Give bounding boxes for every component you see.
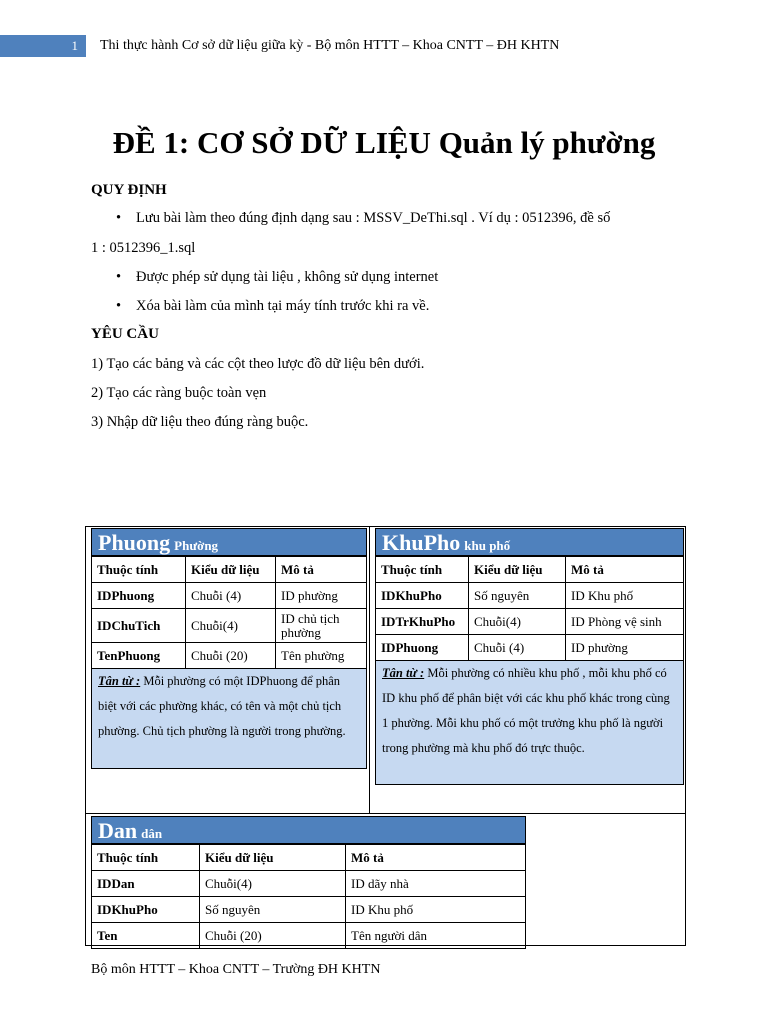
- table-row: [92, 897, 526, 923]
- attribute-description: ID chủ tịch phường: [276, 609, 367, 643]
- column-header: Mô tả: [276, 557, 367, 583]
- page-footer: Bộ môn HTTT – Khoa CNTT – Trường ĐH KHTN: [91, 962, 381, 977]
- attribute-name: IDKhuPho: [376, 583, 469, 609]
- attribute-type: Số nguyên: [469, 583, 566, 609]
- table-row: [92, 871, 526, 897]
- column-header: Kiểu dữ liệu: [469, 557, 566, 583]
- column-header: Thuộc tính: [92, 557, 186, 583]
- description-label: Tân từ :: [98, 674, 141, 688]
- attribute-description: Tên người dân: [346, 923, 526, 949]
- attribute-name: TenPhuong: [92, 643, 186, 669]
- page-title: ĐỀ 1: CƠ SỞ DỮ LIỆU Quản lý phường: [112, 125, 656, 160]
- attribute-type: Chuỗi(4): [469, 609, 566, 635]
- entity-dan-header: [91, 816, 526, 844]
- attribute-type: Chuỗi(4): [200, 871, 346, 897]
- attribute-type: Chuỗi (4): [186, 583, 276, 609]
- entity-khupho-description: [375, 661, 684, 785]
- attribute-type: Chuỗi(4): [186, 609, 276, 643]
- entity-dan-subtitle: dân: [141, 826, 163, 841]
- entity-khupho-header: [375, 528, 684, 556]
- schema-divider-vertical: [369, 526, 370, 813]
- attribute-description: ID dãy nhà: [346, 871, 526, 897]
- rule-bullet-1: • Lưu bài làm theo đúng định dạng sau : MSSV_DeThi.sql . Ví dụ : 0512396, đề số: [116, 210, 611, 226]
- entity-phuong-description: [91, 669, 367, 769]
- requirement-item-1: 1) Tạo các bảng và các cột theo lược đồ dữ liệu bên dưới.: [91, 356, 425, 372]
- attribute-type: Chuỗi (20): [200, 923, 346, 949]
- attribute-type: Số nguyên: [200, 897, 346, 923]
- column-header: Thuộc tính: [92, 845, 200, 871]
- entity-dan-table: [91, 844, 526, 949]
- table-row: [92, 583, 367, 609]
- table-row: [92, 609, 367, 643]
- entity-dan: [91, 816, 526, 949]
- column-header: Kiểu dữ liệu: [200, 845, 346, 871]
- attribute-type: Chuỗi (20): [186, 643, 276, 669]
- attribute-description: ID Khu phố: [346, 897, 526, 923]
- rule-bullet-1-continuation: 1 : 0512396_1.sql: [91, 240, 196, 256]
- attribute-description: ID Khu phố: [566, 583, 684, 609]
- column-header: Mô tả: [346, 845, 526, 871]
- attribute-name: IDTrKhuPho: [376, 609, 469, 635]
- attribute-description: Tên phường: [276, 643, 367, 669]
- running-header: Thi thực hành Cơ sở dữ liệu giữa kỳ - Bộ môn HTTT – Khoa CNTT – ĐH KHTN: [100, 38, 560, 53]
- rule-bullet-2-text: Được phép sử dụng tài liệu , không sử dụng internet: [136, 269, 439, 285]
- attribute-name: IDDan: [92, 871, 200, 897]
- rule-bullet-3-text: Xóa bài làm của mình tại máy tính trước khi ra về.: [136, 298, 430, 314]
- entity-khupho-name: KhuPho: [382, 530, 461, 555]
- attribute-description: ID phường: [566, 635, 684, 661]
- column-header: Thuộc tính: [376, 557, 469, 583]
- attribute-description: ID Phòng vệ sinh: [566, 609, 684, 635]
- table-row: [376, 609, 684, 635]
- attribute-name: IDPhuong: [376, 635, 469, 661]
- entity-phuong-header: [91, 528, 367, 556]
- entity-khupho: [375, 528, 684, 785]
- table-header-row: [92, 845, 526, 871]
- entity-phuong: [91, 528, 367, 769]
- rule-bullet-2: • Được phép sử dụng tài liệu , không sử dụng internet: [116, 269, 439, 285]
- rule-bullet-3: • Xóa bài làm của mình tại máy tính trước khi ra về.: [116, 298, 430, 314]
- attribute-name: IDChuTich: [92, 609, 186, 643]
- entity-phuong-subtitle: Phường: [174, 538, 219, 553]
- requirements-heading: YÊU CẦU: [91, 326, 159, 342]
- rule-bullet-1-text: Lưu bài làm theo đúng định dạng sau : MSSV_DeThi.sql . Ví dụ : 0512396, đề số: [136, 210, 611, 226]
- attribute-name: IDPhuong: [92, 583, 186, 609]
- table-row: [376, 583, 684, 609]
- table-header-row: [376, 557, 684, 583]
- table-header-row: [92, 557, 367, 583]
- table-row: [92, 643, 367, 669]
- entity-phuong-name: Phuong: [98, 530, 171, 555]
- column-header: Kiểu dữ liệu: [186, 557, 276, 583]
- entity-khupho-table: [375, 556, 684, 661]
- schema-divider-horizontal: [85, 813, 686, 814]
- entity-dan-name: Dan: [98, 818, 138, 843]
- requirement-item-3: 3) Nhập dữ liệu theo đúng ràng buộc.: [91, 414, 309, 430]
- table-row: [376, 635, 684, 661]
- rules-heading: QUY ĐỊNH: [91, 182, 167, 198]
- attribute-description: ID phường: [276, 583, 367, 609]
- entity-phuong-table: [91, 556, 367, 669]
- attribute-name: Ten: [92, 923, 200, 949]
- table-row: [92, 923, 526, 949]
- column-header: Mô tả: [566, 557, 684, 583]
- attribute-name: IDKhuPho: [92, 897, 200, 923]
- entity-khupho-subtitle: khu phố: [464, 538, 511, 553]
- requirement-item-2: 2) Tạo các ràng buộc toàn vẹn: [91, 385, 267, 401]
- page-number: 1: [0, 35, 86, 57]
- attribute-type: Chuỗi (4): [469, 635, 566, 661]
- description-label: Tân từ :: [382, 666, 425, 680]
- description-text: Mỗi phường có nhiều khu phố , mỗi khu phố có ID khu phố để phân biệt với các khu phố khác trong cùng 1 phường. Mỗi khu phố có một trưởng khu phố là người trong phường mà khu phố đó trực thuộc.: [382, 666, 670, 755]
- description-text: Mỗi phường có một IDPhuong để phân biệt với các phường khác, có tên và một chủ tịch phường. Chủ tịch phường là người trong phường.: [98, 674, 346, 738]
